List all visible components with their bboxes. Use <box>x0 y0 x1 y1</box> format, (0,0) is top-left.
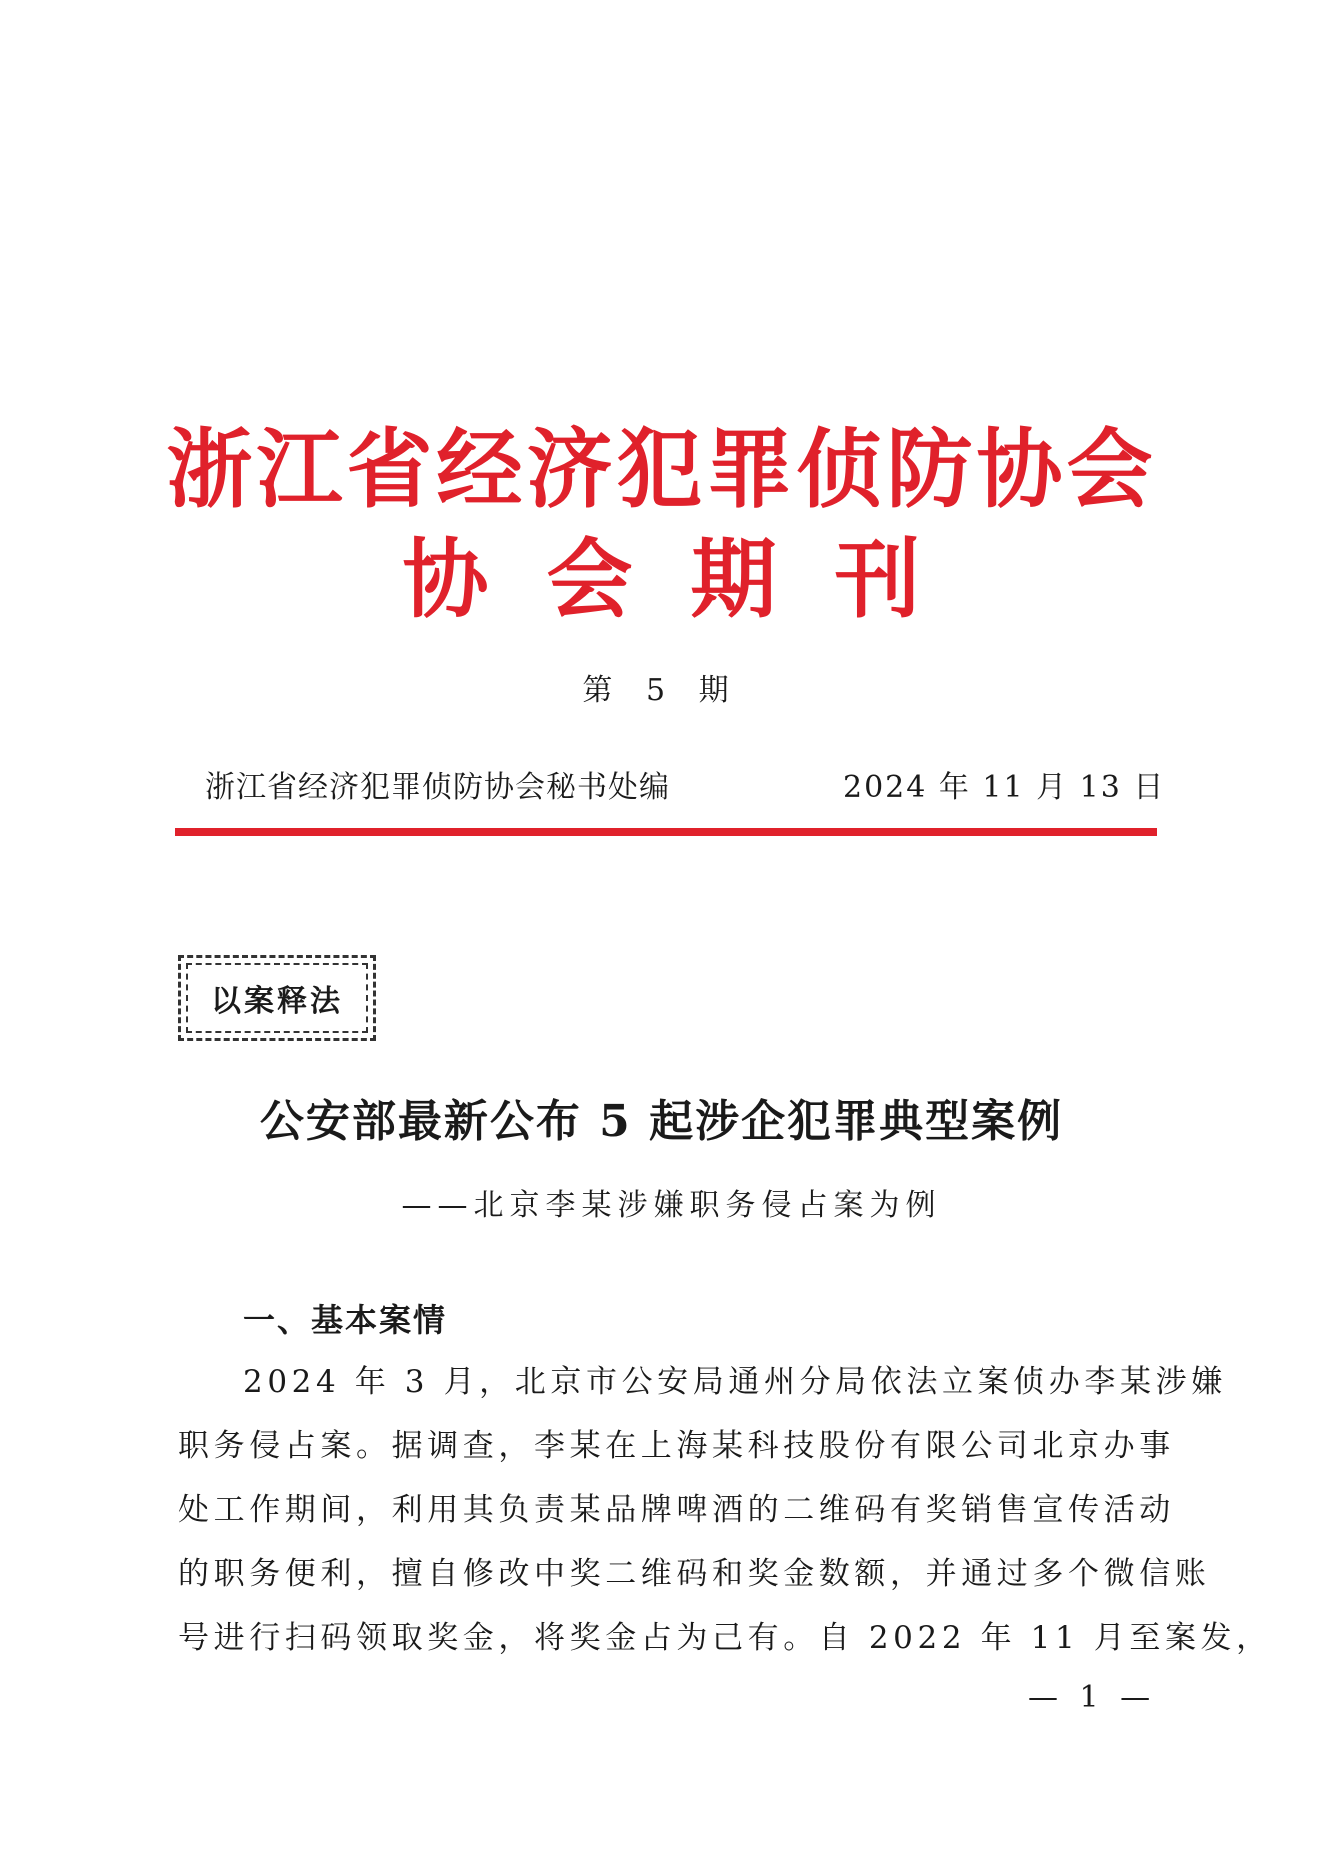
issue-number: 第 5 期 <box>582 673 741 708</box>
article-title: 公安部最新公布 5 起涉企犯罪典型案例 <box>259 1096 1064 1147</box>
editor-credit: 浙江省经济犯罪侦防协会秘书处编 <box>205 770 670 805</box>
page-number: — 1 — <box>1028 1680 1157 1715</box>
column-tag <box>178 955 376 1041</box>
article-subtitle: ——北京李某涉嫌职务侵占案为例 <box>401 1188 942 1223</box>
paragraph-line: 职务侵占案。据调查，李某在上海某科技股份有限公司北京办事 <box>178 1428 1175 1464</box>
article-paragraph <box>178 1350 1272 1670</box>
column-tag-label: 以案释法 <box>186 963 368 1033</box>
paragraph-line: 处工作期间，利用其负责某品牌啤酒的二维码有奖销售宣传活动 <box>178 1492 1175 1528</box>
paragraph-line: 的职务便利，擅自修改中奖二维码和奖金数额，并通过多个微信账 <box>178 1556 1211 1592</box>
masthead-title: 浙江省经济犯罪侦防协会 <box>166 419 1157 520</box>
paragraph-line: 2024 年 3 月，北京市公安局通州分局依法立案侦办李某涉嫌 <box>243 1364 1227 1400</box>
header-divider <box>175 828 1157 836</box>
section-heading: 一、基本案情 <box>243 1301 448 1339</box>
paragraph-line: 号进行扫码领取奖金，将奖金占为己有。自 2022 年 11 月至案发， <box>178 1620 1272 1656</box>
masthead-subtitle: 协会期刊 <box>402 529 979 630</box>
publish-date: 2024 年 11 月 13 日 <box>843 770 1166 805</box>
